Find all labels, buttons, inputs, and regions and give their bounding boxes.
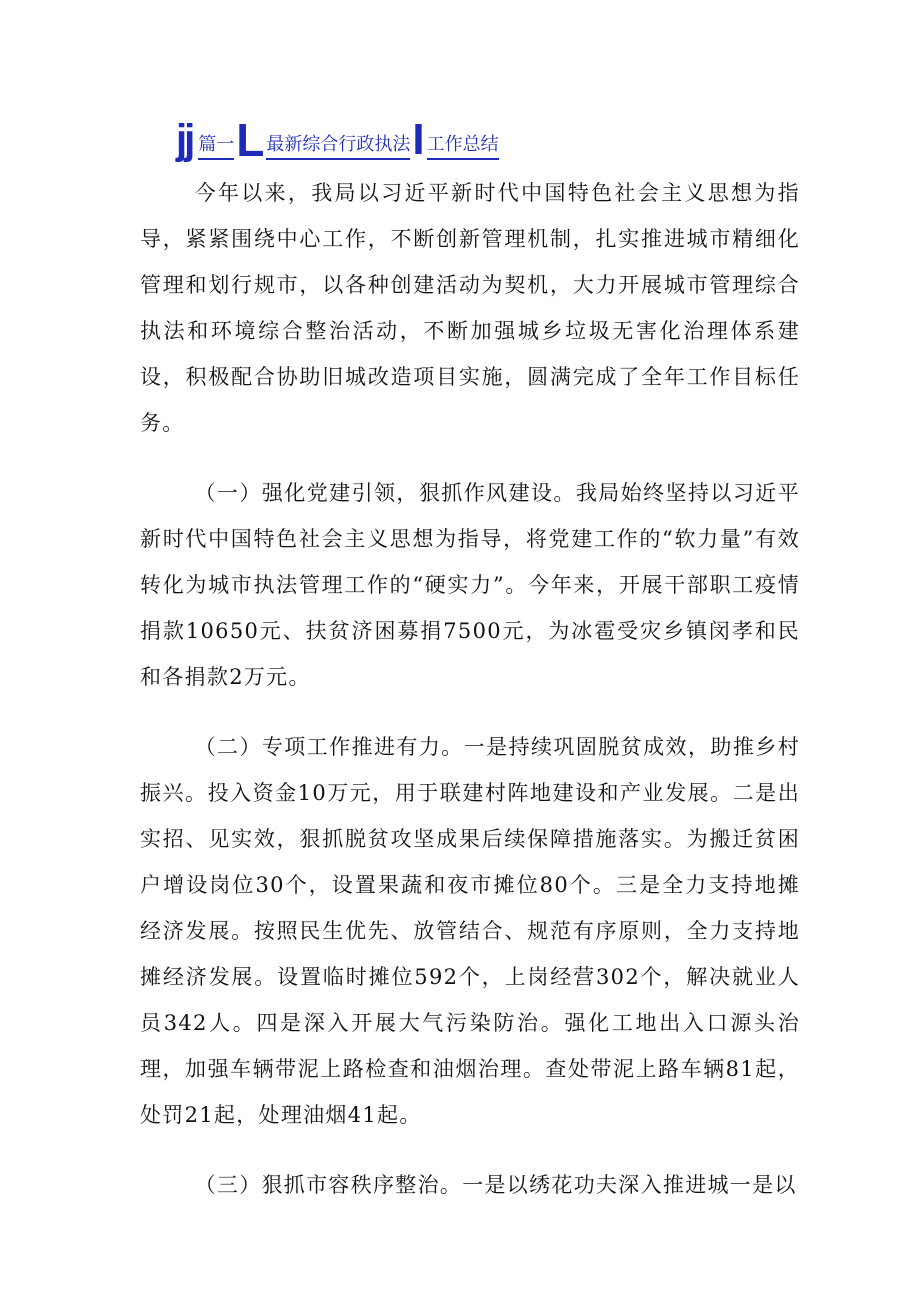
document-body	[140, 170, 800, 1232]
paragraph-city-order: （三）狠抓市容秩序整治。一是以绣花功夫深入推进城一是以	[194, 1173, 797, 1197]
paragraph-party-building: （一）强化党建引领，狠抓作风建设。我局始终坚持以习近平新时代中国特色社会主义思想为指导，将党建工作的“软力量”有效转化为城市执法管理工作的“硬实力”。今年来，开展干部职工疫情捐款10650元、扶贫济困募捐7500元，为冰雹受灾乡镇闵孝和民和各捐款2万元。	[140, 481, 800, 689]
title-prefix-glyph: jj	[176, 116, 193, 164]
title-part-3: 工作总结	[427, 134, 499, 160]
title-glyph-l: L	[236, 114, 265, 166]
title-glyph-bar: I	[412, 115, 425, 164]
title-part-1: 篇一	[198, 134, 234, 160]
document-title	[176, 112, 499, 166]
paragraph-special-work: （二）专项工作推进有力。一是持续巩固脱贫成效，助推乡村振兴。投入资金10万元，用于联建村阵地建设和产业发展。二是出实招、见实效，狠抓脱贫攻坚成果后续保障措施落实。为搬迁贫困户增设岗位30个，设置果蔬和夜市摊位80个。三是全力支持地摊经济发展。按照民生优先、放管结合、规范有序原则，全力支持地摊经济发展。设置临时摊位592个，上岗经营302个，解决就业人员342人。四是深入开展大气污染防治。强化工地出入口源头治理，加强车辆带泥上路检查和油烟治理。查处带泥上路车辆81起，处罚21起，处理油烟41起。	[140, 735, 800, 1127]
paragraph-intro: 今年以来，我局以习近平新时代中国特色社会主义思想为指导，紧紧围绕中心工作，不断创新管理机制，扎实推进城市精细化管理和划行规市，以各种创建活动为契机，大力开展城市管理综合执法和环境综合整治活动，不断加强城乡垃圾无害化治理体系建设，积极配合协助旧城改造项目实施，圆满完成了全年工作目标任务。	[140, 181, 800, 435]
title-part-2: 最新综合行政执法	[266, 134, 410, 160]
